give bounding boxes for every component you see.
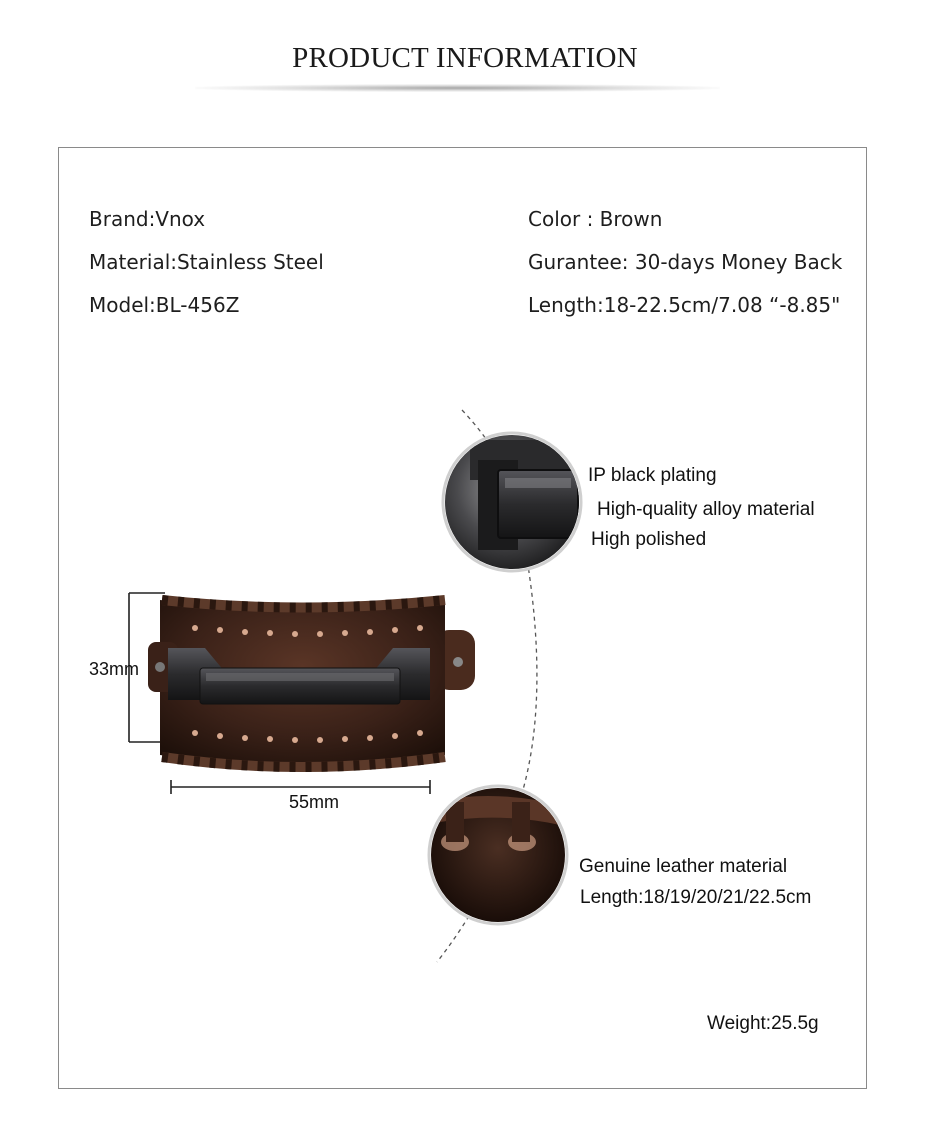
callout-length-options: Length:18/19/20/21/22.5cm [580,887,812,908]
leather-detail-circle [429,786,567,924]
spec-model: Model:BL-456Z [89,293,240,317]
page-title: PRODUCT INFORMATION [292,42,638,74]
buckle-detail-circle [443,433,581,571]
spec-brand: Brand:Vnox [89,207,206,231]
spec-guarantee: Gurantee: 30-days Money Back [528,250,843,274]
height-dimension-label: 33mm [89,659,140,679]
callout-alloy-material: High-quality alloy material [597,499,815,520]
callout-genuine-leather: Genuine leather material [579,856,788,877]
weight-label: Weight:25.5g [707,1013,819,1034]
callout-polished: High polished [591,529,707,550]
spec-material: Material:Stainless Steel [89,250,324,274]
callout-ip-plating: IP black plating [588,465,717,486]
bracelet-image [148,600,475,767]
width-dimension-label: 55mm [289,792,340,812]
spec-color: Color : Brown [528,207,663,231]
spec-length: Length:18-22.5cm/7.08 “-8.85" [528,293,841,317]
